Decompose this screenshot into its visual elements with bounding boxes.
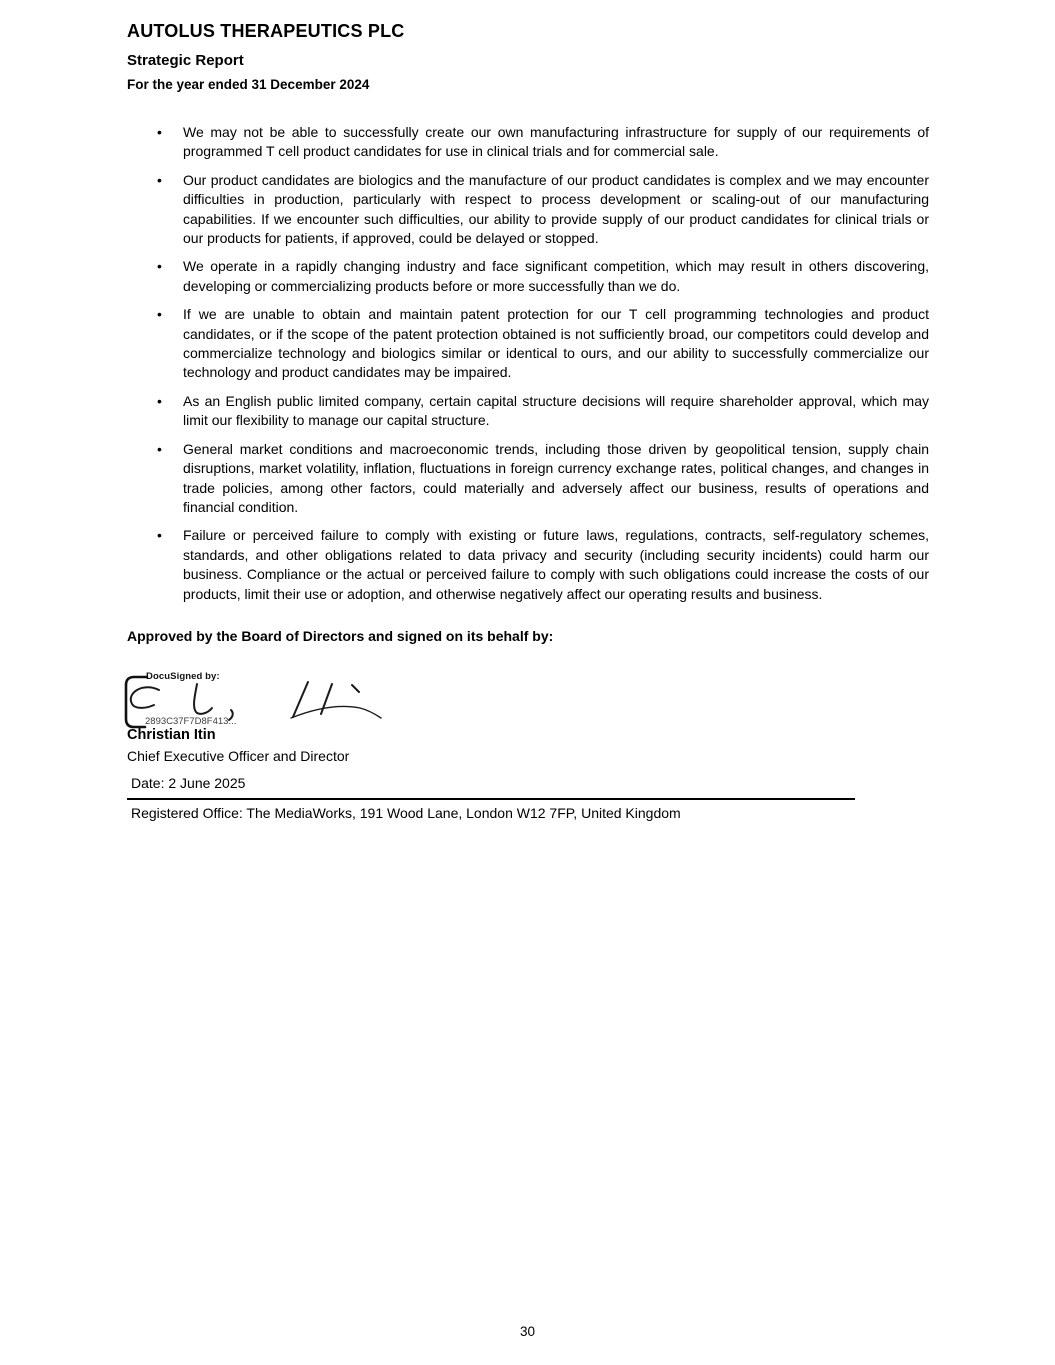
- report-period: For the year ended 31 December 2024: [127, 77, 370, 92]
- registered-office: Registered Office: The MediaWorks, 191 Wood Lane, London W12 7FP, United Kingdom: [131, 804, 681, 821]
- risk-bullet-capital-structure: • As an English public limited company, certain capital structure decisions will require shareholder approval, which may limit our flexibility to manage our capital structure.: [157, 392, 929, 431]
- document-header: [127, 21, 929, 92]
- risk-bullet-patent-protection: • If we are unable to obtain and maintain patent protection for our T cell programming technologies and product candidates, or if the scope of the patent protection obtained is not sufficiently broad, our competitors could develop and commercialize technology and biologics similar or identical to ours, and our ability to successfully commercialize our technology and product candidates may be impaired.: [157, 305, 929, 383]
- docusign-envelope-id: 2893C37F7D8F413...: [145, 715, 237, 727]
- page-number: 30: [519, 1324, 536, 1339]
- signer-name: Christian Itin: [127, 726, 216, 743]
- report-section-title: Strategic Report: [127, 52, 244, 69]
- risk-bullet-manufacturing-infrastructure: • We may not be able to successfully create our own manufacturing infrastructure for supply of our requirements of programmed T cell product candidates for use in clinical trials and for commercial sale.: [157, 123, 929, 162]
- signature-date: Date: 2 June 2025: [131, 774, 246, 791]
- risk-bullet-market-conditions: • General market conditions and macroeconomic trends, including those driven by geopolitical tension, supply chain disruptions, market volatility, inflation, fluctuations in foreign currency exchange rates, political changes, and changes in trade policies, among other factors, could materially and adversely affect our business, results of operations and financial condition.: [157, 440, 929, 518]
- signer-title: Chief Executive Officer and Director: [127, 747, 350, 764]
- docusign-bracket-icon: [126, 677, 147, 727]
- board-approval-statement: Approved by the Board of Directors and signed on its behalf by:: [127, 627, 554, 644]
- footer-divider: [127, 798, 855, 800]
- risk-bullet-data-privacy: • Failure or perceived failure to comply with existing or future laws, regulations, contracts, self-regulatory schemes, standards, and other obligations related to data privacy and security (including security incidents) could harm our business. Compliance or the actual or perceived failure to comply with such obligations could increase the costs of our products, limit their use or adoption, and otherwise negatively affect our operating results and business.: [157, 526, 929, 604]
- risk-bullet-competition: • We operate in a rapidly changing industry and face significant competition, which may result in others discovering, developing or commercializing products before or more successfully than we do.: [157, 257, 929, 296]
- handwritten-signature: [131, 682, 381, 720]
- docusign-signature-block: [127, 672, 447, 726]
- docusigned-by-label: DocuSigned by:: [146, 670, 220, 682]
- risk-bullet-biologics-complexity: • Our product candidates are biologics and the manufacture of our product candidates is complex and we may encounter difficulties in production, particularly with respect to process development or scaling-out of our manufacturing capabilities. If we encounter such difficulties, our ability to provide supply of our product candidates for clinical trials or our products for patients, if approved, could be delayed or stopped.: [157, 171, 929, 249]
- risk-factors-list: [127, 123, 929, 604]
- company-title: AUTOLUS THERAPEUTICS PLC: [127, 21, 405, 41]
